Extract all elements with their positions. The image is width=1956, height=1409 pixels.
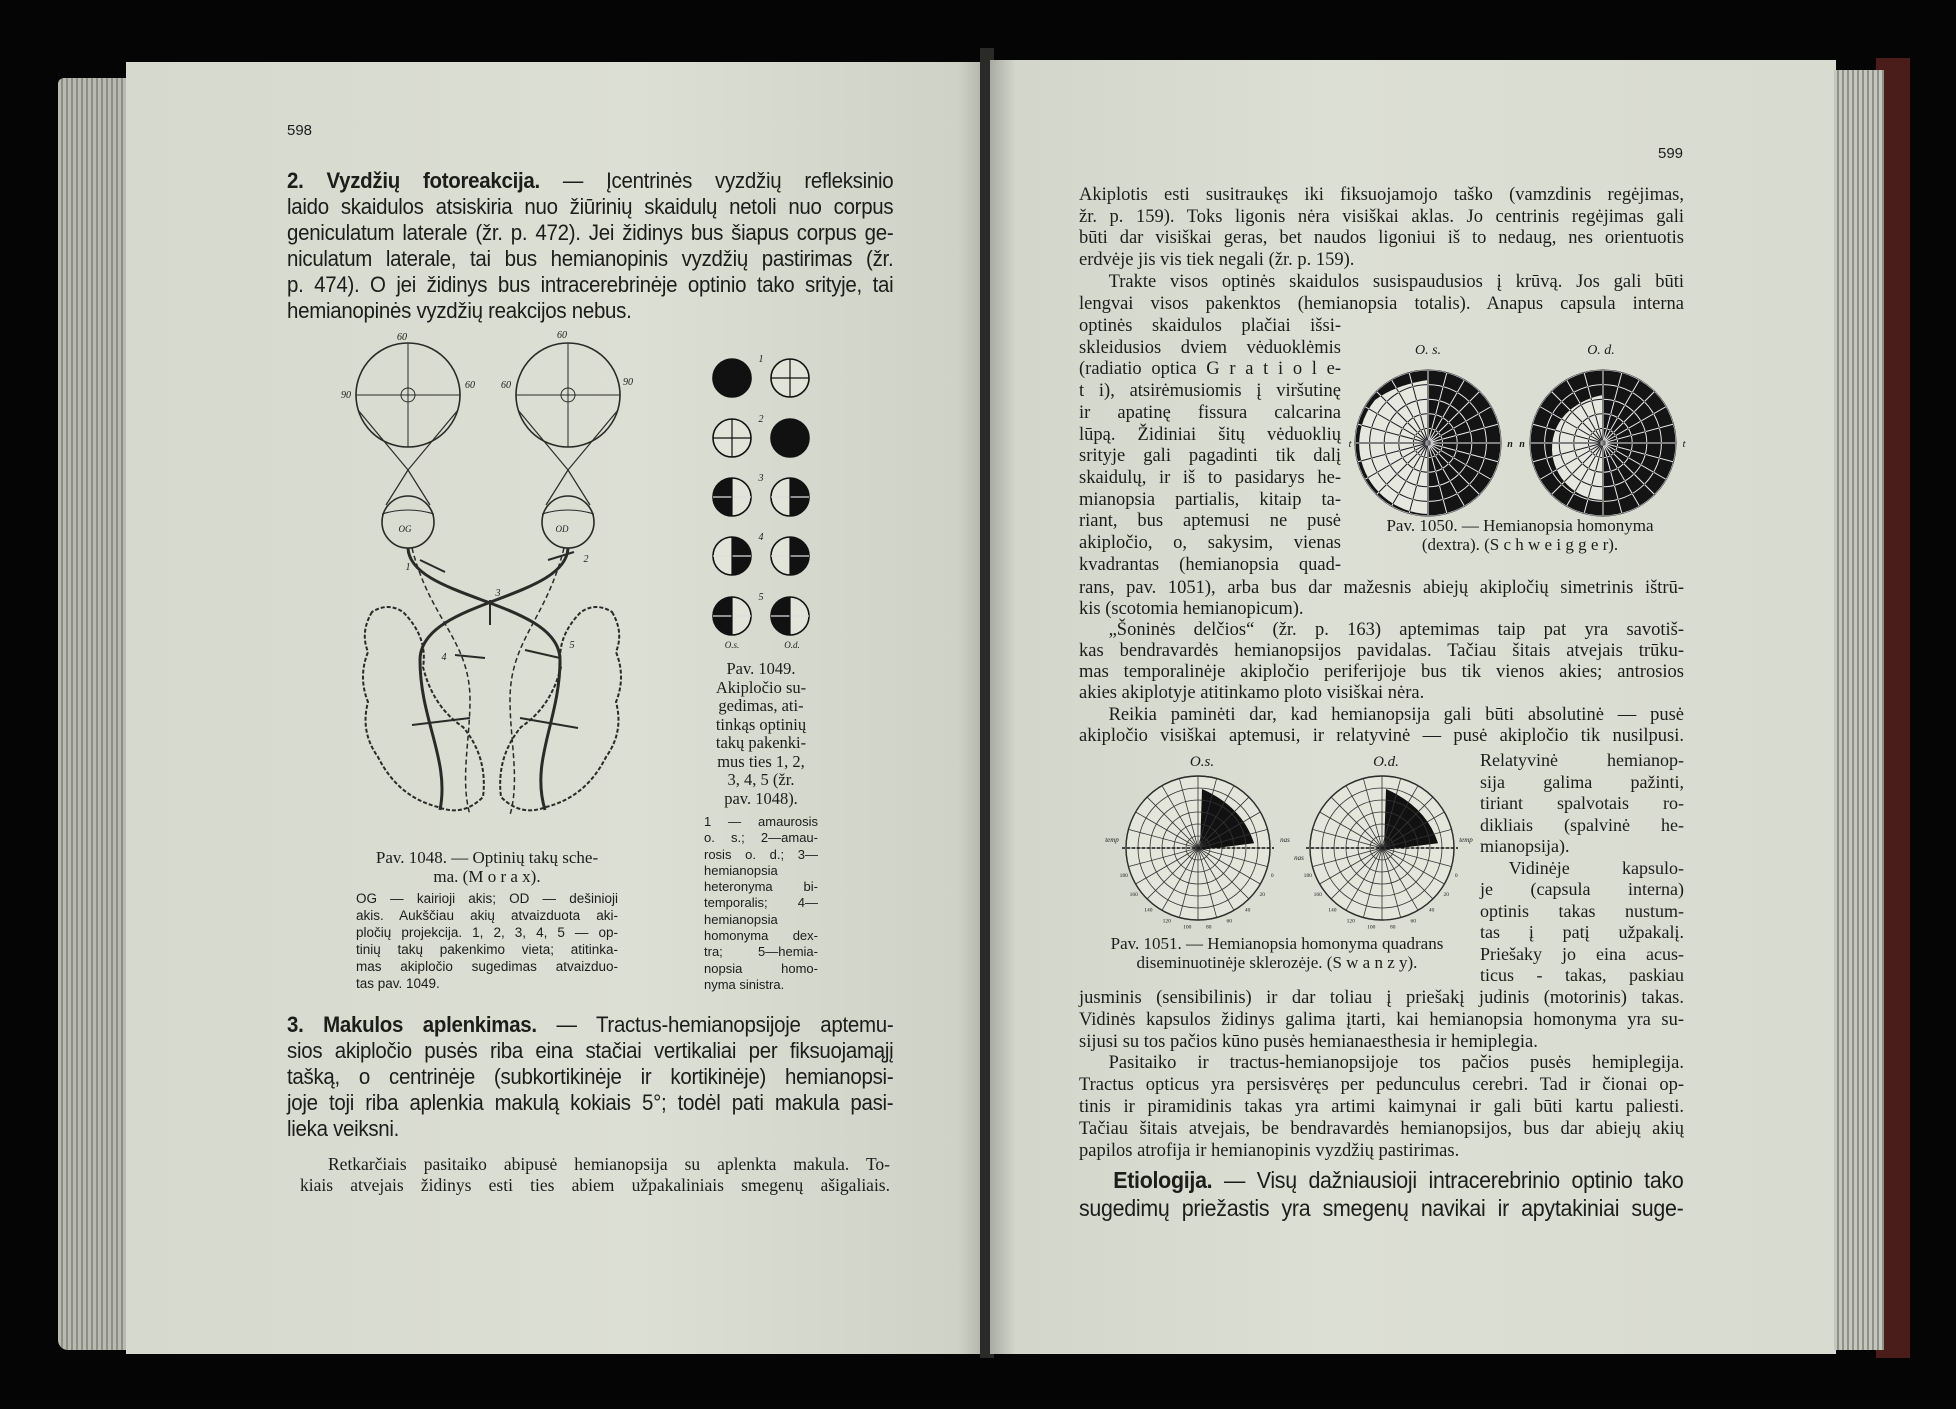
- side-label: t: [1348, 438, 1352, 450]
- section-macula-sparing: [287, 1012, 893, 1142]
- lesion-number: 4: [441, 652, 447, 663]
- text-line: Priešaky jo eina acus-: [1480, 943, 1684, 964]
- text-line: joje toji riba aplenkia makulą kokiais 5°; todėl pati makula pasi-: [287, 1090, 894, 1115]
- degree-label: 90: [341, 390, 351, 401]
- text-line: Tractus opticus yra persisvėręs per pedunculus cerebri. Tad ir čionai op-: [1079, 1075, 1684, 1096]
- degree-label: 90: [623, 377, 633, 388]
- text-line: tašką, o centrinėje (subkortikinėje ir kortikinėje) hemianopsi-: [287, 1064, 894, 1089]
- text-line: (dextra). (S c h w e i g g e r).: [1421, 535, 1619, 554]
- text-line: skleidusios dviem vėduoklėmis: [1079, 337, 1341, 358]
- degree-label: 60: [1226, 918, 1233, 925]
- text-line: erdvėje jis vis tiek negali (žr. p. 159).: [1079, 250, 1355, 271]
- text-line: kvadrantas (hemianopsia quad-: [1079, 554, 1341, 575]
- text-line: Tačiau šitais atvejais, be bendravardės hemianopsijos, bus dar abiejų akių: [1079, 1118, 1684, 1139]
- text-line: pav. 1048).: [724, 788, 798, 808]
- text-line: mianopsija).: [1480, 836, 1570, 856]
- text-line: Retkarčiais pasitaiko abipusė hemianopsija su aplenkta makula. To-: [328, 1154, 890, 1174]
- degree-label: 120: [1346, 918, 1355, 925]
- text-line: temporalis; 4—: [704, 895, 818, 911]
- side-label: nas: [1294, 854, 1304, 862]
- degree-label: 120: [1162, 918, 1171, 925]
- text-line: Trakte visos optinės skaidulos susispaudusios į krūvą. Jos gali būti: [1108, 271, 1684, 292]
- side-label: temp: [1459, 836, 1473, 844]
- eye-label: O.s.: [1189, 754, 1215, 770]
- degree-label: 60: [1410, 918, 1417, 925]
- degree-label: 0: [1270, 873, 1274, 880]
- degree-label: 140: [1328, 907, 1337, 914]
- text-line: je (capsula interna): [1480, 879, 1684, 899]
- legend-1049: [704, 814, 818, 993]
- section-pupil-reaction: [287, 168, 893, 324]
- side-label: n: [1507, 439, 1513, 450]
- text-line: skaidulų, ir iš to pasidarys he-: [1079, 467, 1341, 488]
- row-number: 3: [758, 473, 764, 484]
- right-middle-text: [1079, 578, 1684, 747]
- text-line: jusminis (sensibilinis) ir dar toliau į priešakį judinis (motorinis) takas.: [1079, 988, 1684, 1008]
- text-line: nopsia homo-: [704, 960, 818, 976]
- row-number: 4: [758, 532, 764, 543]
- text-line: Pav. 1048. — Optinių takų sche-: [375, 848, 599, 867]
- degree-label: 180: [1303, 873, 1312, 880]
- side-label: t: [1682, 438, 1686, 450]
- text-line: ir apatinę fissura calcarina: [1079, 402, 1341, 423]
- text-line: ticus - takas, paskiau: [1480, 965, 1684, 985]
- text-line: akipločio visiškai aptemusi, ir relatyvinė — pusė akipločio tik nusilpusi.: [1079, 725, 1684, 746]
- eye-label: O. d.: [1587, 343, 1615, 358]
- degree-label: 100: [1367, 924, 1376, 931]
- text-line: žr. p. 159). Toks ligonis nėra visiškai aklas. Jo centrinis regėjimas gali: [1079, 206, 1684, 227]
- heading-line-text: — Visų dažniausioji intracerebrinio optinio tako: [1212, 1167, 1684, 1193]
- heading-line-text: — Tractus-hemianopsijoje aptemu-: [536, 1012, 894, 1037]
- text-line: rans, pav. 1051), arba bus dar mažesnis abiejų akipločių simetrinis ištrū-: [1079, 578, 1684, 598]
- text-line: lengvai visos pakenktos (hemianopsia totalis). Anapus capsula interna: [1079, 293, 1684, 314]
- text-line: takų pakenki-: [715, 733, 807, 752]
- text-line: Pav. 1051. — Hemianopsia homonyma quadrans: [1110, 934, 1444, 953]
- text-line: papilos atrofija ir hemianopinis vyzdžių pastirimas.: [1079, 1140, 1460, 1161]
- eye-label: O.d.: [1373, 754, 1399, 770]
- text-line: mas akipločio sugedimas atvaizduo-: [356, 959, 618, 974]
- text-line: dikliais (spalvinė he-: [1480, 814, 1684, 835]
- eye-label-og: OG: [398, 524, 412, 534]
- field-circle: [713, 359, 751, 397]
- text-line: 1 — amaurosis: [704, 814, 818, 829]
- degree-label: 80: [1205, 924, 1212, 931]
- eye-label: O. s.: [1414, 343, 1442, 358]
- text-line: tiriant spalvotais ro-: [1480, 793, 1684, 813]
- degree-label: 20: [1443, 891, 1450, 898]
- page-number-right: 599: [1658, 145, 1684, 162]
- text-line: riant, bus aptemusi ne pusė: [1079, 511, 1341, 532]
- text-line: sijusi su tos pačios kūno pusės hemianaesthesia ir hemiplegia.: [1079, 1031, 1538, 1052]
- text-line: gedimas, ati-: [718, 696, 804, 715]
- text-line: Vidinės kapsulos židinys galima įtarti, kai hemianopsia homonyma yra su-: [1079, 1009, 1684, 1030]
- degree-label: 160: [1313, 891, 1322, 898]
- text-line: kis (scotomia hemianopicum).: [1079, 599, 1304, 620]
- caption-1050: [1360, 516, 1680, 554]
- text-line: t i), atsirėmusiomis į viršutinę: [1079, 381, 1341, 402]
- text-line: hemianopsia: [704, 911, 778, 927]
- text-line: „Šoninės delčios“ (žr. p. 163) aptemimas taip pat yra savotiš-: [1108, 620, 1684, 641]
- degree-label: 180: [1119, 873, 1128, 880]
- text-line: optinis takas nustum-: [1480, 900, 1684, 921]
- text-line: sija galima pažinti,: [1480, 771, 1684, 792]
- degree-label: 60: [397, 332, 407, 343]
- row-number: 2: [758, 414, 764, 425]
- text-line: mianopsia partialis, kitaip ta-: [1079, 489, 1341, 510]
- eye-label: O.d.: [784, 640, 800, 650]
- lesion-number: 1: [405, 562, 411, 573]
- page-number-left: 598: [287, 122, 313, 139]
- degree-label: 20: [1259, 891, 1266, 898]
- degree-label: 40: [1428, 907, 1435, 914]
- text-line: mas temporalinėje akipločio periferijoje bus tik vienos akies; antrosios: [1079, 662, 1684, 683]
- text-line: tinių takų pakenkimo vieta; atitinka-: [356, 942, 618, 957]
- text-line: Relatyvinė hemianop-: [1480, 750, 1684, 770]
- text-line: būti dar visiškai geras, bet naudos ligoniui iš to nedaug, nes orientuotis: [1079, 228, 1684, 249]
- text-line: homonyma dex-: [704, 928, 818, 944]
- text-line: diseminuotinėje sklerozėje. (S w a n z y).: [1136, 953, 1418, 972]
- text-line: akipločio, o, sakysim, vienas: [1079, 533, 1341, 554]
- text-line: OG — kairioji akis; OD — dešinioji: [356, 891, 618, 906]
- text-line: tra; 5—hemia-: [704, 944, 818, 960]
- caption-1051: [1082, 934, 1472, 972]
- degree-label: 0: [1454, 873, 1458, 880]
- text-line: rosis o. d.; 3—: [704, 846, 818, 862]
- text-line: tas į patį užpakalį.: [1480, 922, 1684, 942]
- page-edges-left: [58, 78, 130, 1350]
- degree-label: 40: [1244, 907, 1251, 914]
- eye-label: O.s.: [724, 640, 740, 650]
- text-line: hemianopinės vyzdžių reakcijos nebus.: [287, 298, 632, 323]
- text-line: p. 474). O jei židinys bus intracerebrinėje optinio tako srityje, tai: [287, 272, 894, 297]
- section-etiologija: [1079, 1166, 1684, 1222]
- eye-label-od: OD: [555, 524, 569, 534]
- text-line: hemianopsia: [704, 862, 778, 878]
- text-line: 3, 4, 5 (žr.: [727, 770, 795, 789]
- text-line: o. s.; 2—amau-: [704, 830, 818, 846]
- text-line: ma. (M o r a x).: [433, 867, 541, 886]
- row-number: 5: [758, 592, 764, 603]
- degree-label: 140: [1144, 907, 1153, 914]
- text-line: [287, 1012, 893, 1038]
- page-edges-right: [1834, 70, 1884, 1350]
- text-line: [1079, 1166, 1684, 1194]
- side-label: temp: [1105, 836, 1119, 844]
- right-top-text: [1079, 185, 1684, 315]
- text-line: akies akiplotyje atitinkamo ploto visiškai nėra.: [1079, 683, 1425, 704]
- text-line: Akipločio su-: [715, 677, 807, 697]
- legend-1048: [356, 890, 618, 992]
- text-line: (radiatio optica G r a t i o l e-: [1079, 359, 1341, 380]
- text-line: akis. Aukščiau akių atvaizduota aki-: [356, 908, 618, 923]
- section-heading: 3. Makulos aplenkimas.: [287, 1012, 537, 1037]
- lesion-number: 3: [495, 588, 501, 599]
- text-line: Pav. 1049.: [726, 659, 796, 678]
- text-line: optinės skaidulos plačiai išsi-: [1079, 316, 1341, 336]
- text-line: kas bendravardės hemianopsijos pavidalas. Tačiau šitais atvejais trūku-: [1079, 641, 1684, 662]
- text-line: nyma sinistra.: [704, 976, 785, 992]
- section-heading: 2. Vyzdžių fotoreakcija.: [287, 168, 540, 193]
- lesion-number: 5: [569, 640, 575, 651]
- text-line: sugedimų priežastis yra smegenų navikai ir apytakiniai suge-: [1079, 1195, 1684, 1221]
- row-number: 1: [758, 354, 764, 365]
- text-line: lieka veiksni.: [287, 1116, 400, 1141]
- side-label: nas: [1280, 836, 1290, 844]
- text-line: tinis ir piramidinis takas yra artimi kaimynai ir gali būti kartu paliesti.: [1079, 1096, 1684, 1117]
- paragraph-retkarciais: [300, 1154, 890, 1196]
- field-circle: [771, 419, 809, 457]
- degree-label: 160: [1129, 891, 1138, 898]
- caption-1048: [352, 848, 622, 886]
- text-line: Pasitaiko ir tractus-hemianopsijoje tos pačios pusės hemiplegija.: [1108, 1053, 1684, 1074]
- degree-label: 100: [1183, 924, 1192, 931]
- side-label: n: [1519, 439, 1525, 450]
- degree-label: 80: [1389, 924, 1396, 931]
- caption-1049: [704, 660, 818, 808]
- text-line: lūpą. Židiniai šitų vėduoklių: [1079, 424, 1341, 445]
- text-line: srityje gali pagadinti tik dalį: [1079, 446, 1341, 467]
- text-line: sios akipločio pusės riba eina stačiai vertikaliai per fiksuojamąjį: [287, 1038, 894, 1063]
- text-line: geniculatum laterale (žr. p. 472). Jei židinys bus šiapus corpus ge-: [287, 220, 894, 245]
- text-line: Pav. 1050. — Hemianopsia homonyma: [1386, 516, 1654, 535]
- text-line: Reikia paminėti dar, kad hemianopsija gali būti absolutinė — pusė: [1108, 704, 1684, 725]
- text-line: Akiplotis esti susitraukęs iki fiksuojamojo taško (vamzdinis regėjimas,: [1079, 185, 1684, 205]
- degree-label: 60: [557, 330, 567, 341]
- text-line: mus ties 1, 2,: [717, 751, 805, 771]
- text-line: pločių projekcija. 1, 2, 3, 4, 5 — op-: [356, 925, 618, 940]
- text-line: laido skaidulos atsiskiria nuo žiūrinių skaidulų netoli nuo corpus: [287, 194, 894, 219]
- lesion-number: 2: [583, 554, 589, 565]
- text-line: heteronyma bi-: [704, 879, 818, 895]
- text-line: kiais atvejais židinys esti ties abiem užpakaliniais smegenų ašigaliais.: [300, 1175, 890, 1195]
- text-line: tas pav. 1049.: [356, 976, 440, 991]
- right-bottom-text: [1079, 988, 1684, 1162]
- right-narrow-text-2: [1480, 750, 1684, 987]
- degree-label: 60: [465, 380, 475, 391]
- degree-label: 60: [501, 380, 511, 391]
- right-narrow-text-1: [1079, 316, 1341, 576]
- text-line: [287, 168, 893, 194]
- text-line: niculatum laterale, tai bus hemianopinis vyzdžių pastirimas (žr.: [287, 246, 894, 271]
- text-line: Vidinėje kapsulo-: [1508, 857, 1684, 878]
- text-line: tinkąs optinių: [715, 714, 807, 734]
- section-heading: Etiologija.: [1113, 1167, 1213, 1193]
- heading-line-text: — Įcentrinės vyzdžių refleksinio: [539, 168, 894, 193]
